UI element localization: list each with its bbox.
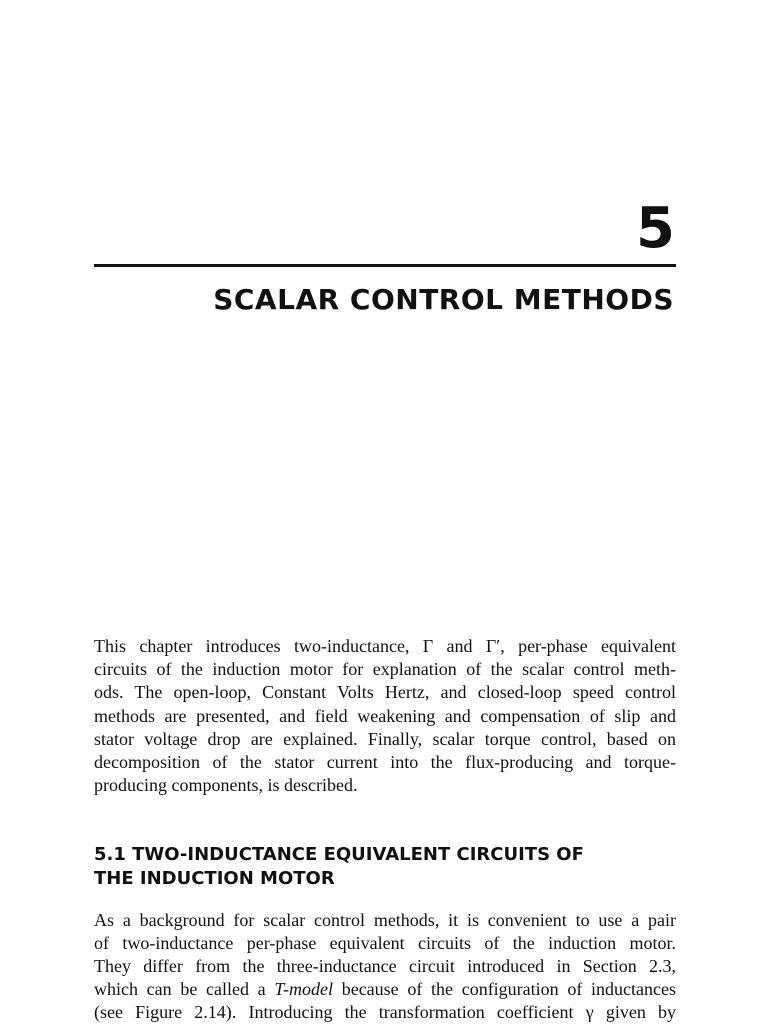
intro-line: circuits of the induction motor for explanation of the scalar control meth-	[94, 659, 676, 680]
body-text: because of the configuration of inductances	[333, 979, 676, 999]
section-body-paragraph	[94, 909, 676, 1024]
body-line: (see Figure 2.14). Introducing the transformation coefficient γ given by	[94, 1002, 676, 1022]
chapter-number: 5	[636, 196, 674, 261]
intro-line: ods. The open-loop, Constant Volts Hertz, and closed-loop speed control	[94, 682, 676, 703]
body-line: They differ from the three-inductance circuit introduced in Section 2.3,	[94, 956, 676, 976]
body-line-with-emphasis	[94, 978, 676, 1001]
section-heading-line-2: THE INDUCTION MOTOR	[94, 868, 335, 889]
intro-line: methods are presented, and field weakening and compensation of slip and	[94, 705, 676, 726]
emphasized-term: T-model	[274, 979, 334, 999]
body-line: As a background for scalar control methods, it is convenient to use a pair	[94, 910, 676, 930]
intro-line: This chapter introduces two-inductance, Γ and Γ′, per-phase equivalent	[94, 636, 676, 656]
intro-line: producing components, is described.	[94, 775, 358, 796]
intro-line: decomposition of the stator current into the flux-producing and torque-	[94, 752, 676, 773]
intro-paragraph	[94, 635, 676, 797]
section-heading	[94, 843, 676, 891]
chapter-rule	[94, 264, 676, 267]
body-line: of two-inductance per-phase equivalent circuits of the induction motor.	[94, 933, 676, 953]
section-heading-line-1: 5.1 TWO-INDUCTANCE EQUIVALENT CIRCUITS OF	[94, 844, 584, 865]
chapter-title: SCALAR CONTROL METHODS	[213, 283, 674, 316]
intro-line: stator voltage drop are explained. Finally, scalar torque control, based on	[94, 728, 676, 749]
body-text: which can be called a	[94, 979, 275, 999]
